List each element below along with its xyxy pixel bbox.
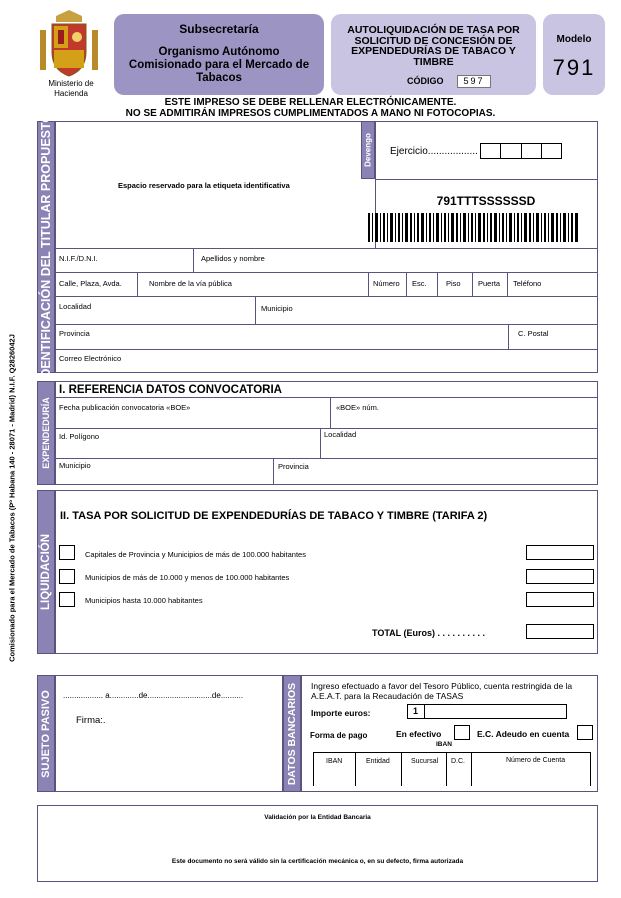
identificacion-side-band: [37, 112, 55, 382]
provincia-label: Provincia: [59, 329, 90, 338]
nif-label: N.I.F./D.N.I.: [59, 254, 98, 263]
ejercicio-input[interactable]: [480, 143, 562, 159]
devengo-label: Devengo: [363, 133, 373, 167]
liquidacion-title: II. TASA POR SOLICITUD DE EXPENDEDURÍAS DE TABACO Y TIMBRE (TARIFA 2): [60, 510, 488, 522]
via-label: Nombre de la vía pública: [149, 279, 232, 288]
codigo-value: 597: [457, 75, 491, 88]
modelo-panel: [543, 14, 605, 95]
efectivo-label: En efectivo: [396, 729, 442, 739]
sujeto-date-line: .................. a.............de.............................de..........: [63, 691, 244, 700]
forma-pago-label: Forma de pago: [310, 731, 368, 740]
tarifa-option-1-label: Capitales de Provincia y Municipios de más de 100.000 habitantes: [85, 550, 306, 559]
organismo-panel: [114, 14, 324, 95]
importe-value: 1: [413, 706, 419, 716]
validacion-title: Validación por la Entidad Bancaria: [264, 814, 371, 821]
tarifa-option-1-checkbox[interactable]: [59, 545, 75, 560]
piso-label: Piso: [446, 279, 461, 288]
municipio-label: Municipio: [261, 304, 293, 313]
col-iban-label: IBAN: [326, 758, 343, 765]
efectivo-checkbox[interactable]: [454, 725, 470, 740]
bancarios-side-band: [283, 675, 301, 792]
col-cuenta-label: Número de Cuenta: [506, 757, 566, 764]
barcode: [368, 213, 578, 242]
total-amount[interactable]: [526, 624, 594, 639]
liquidacion-side-label: LIQUIDACIÓN: [40, 533, 52, 611]
identificacion-side-label: IDENTIFICACIÓN DEL TITULAR PROPUESTO: [39, 112, 53, 382]
validacion-note: Este documento no será válido sin la certificación mecánica o, en su defecto, firma autorizada: [171, 858, 464, 865]
adeudo-label: E.C. Adeudo en cuenta: [477, 729, 570, 739]
importe-label: Importe euros:: [311, 708, 371, 718]
telefono-label: Teléfono: [513, 279, 542, 288]
exp-localidad-label: Localidad: [324, 430, 357, 439]
tarifa-option-2-checkbox[interactable]: [59, 569, 75, 584]
localidad-label: Localidad: [59, 302, 92, 311]
calle-label: Calle, Plaza, Avda.: [59, 279, 122, 288]
barcode-number: 791TTTSSSSSSD: [436, 194, 536, 208]
ejercicio-label: Ejercicio..................: [390, 146, 478, 157]
col-dc-label: D.C.: [451, 758, 465, 765]
notice-line-1: ESTE IMPRESO SE DEBE RELLENAR ELECTRÓNICAMENTE.: [164, 97, 457, 108]
adeudo-checkbox[interactable]: [577, 725, 593, 740]
organismo-title: Organismo Autónomo Comisionado para el Mercado de Tabacos: [128, 46, 310, 84]
iban-caption: IBAN: [436, 741, 452, 748]
expendeduria-side-label: EXPENDEDURÍA: [41, 397, 51, 469]
form-title-panel: [331, 14, 536, 95]
col-entidad-label: Entidad: [366, 758, 390, 765]
codigo-label: CÓDIGO: [407, 76, 444, 86]
sujeto-side-band: [37, 675, 55, 792]
firma-label: Firma:.: [76, 715, 106, 726]
correo-label: Correo Electrónico: [59, 354, 122, 363]
esc-label: Esc.: [412, 279, 427, 288]
expendeduria-side-band: [37, 381, 55, 485]
tarifa-option-1-amount[interactable]: [526, 545, 594, 560]
poligono-label: Id. Polígono: [59, 432, 100, 441]
notice-line-2: NO SE ADMITIRÁN IMPRESOS CUMPLIMENTADOS A MANO NI FOTOCOPIAS.: [125, 108, 496, 119]
ministry-name: Ministerio de Hacienda: [48, 79, 94, 98]
modelo-number: 791: [552, 55, 596, 80]
exp-provincia-label: Provincia: [278, 462, 309, 471]
exp-municipio-label: Municipio: [59, 461, 91, 470]
importe-input[interactable]: [407, 704, 567, 719]
total-label: TOTAL (Euros) . . . . . . . . . .: [372, 628, 486, 638]
sujeto-side-label: SUJETO PASIVO: [40, 689, 52, 778]
subsecretaria-title: Subsecretaría: [179, 22, 259, 36]
label-space-text: Espacio reservado para la etiqueta identificativa: [118, 181, 290, 190]
tarifa-option-2-amount[interactable]: [526, 569, 594, 584]
devengo-band: [361, 121, 375, 179]
cpostal-label: C. Postal: [518, 329, 549, 338]
form-title: AUTOLIQUIDACIÓN DE TASA POR SOLICITUD DE CONCESIÓN DE EXPENDEDURÍAS DE TABACO Y TIMBRE: [347, 24, 520, 68]
tarifa-option-2-label: Municipios de más de 10.000 y menos de 100.000 habitantes: [85, 573, 290, 582]
col-sucursal-label: Sucursal: [411, 758, 439, 765]
tarifa-option-3-checkbox[interactable]: [59, 592, 75, 607]
modelo-label: Modelo: [556, 34, 592, 45]
liquidacion-side-band: [37, 490, 55, 654]
expendeduria-title: I. REFERENCIA DATOS CONVOCATORIA: [59, 384, 282, 396]
numero-label: Número: [373, 279, 400, 288]
fecha-boe-label: Fecha publicación convocatoria «BOE»: [59, 403, 191, 412]
tarifa-option-3-label: Municipios hasta 10.000 habitantes: [85, 596, 203, 605]
coat-of-arms-logo: [38, 8, 100, 84]
apellidos-label: Apellidos y nombre: [201, 254, 265, 263]
tarifa-option-3-amount[interactable]: [526, 592, 594, 607]
puerta-label: Puerta: [478, 279, 501, 288]
bancarios-side-label: DATOS BANCARIOS: [286, 682, 298, 785]
ingreso-text: Ingreso efectuado a favor del Tesoro Público, cuenta restringida de la A.E.A.T. para la Recaudación de TASAS: [311, 681, 573, 701]
boe-num-label: «BOE» núm.: [336, 403, 379, 412]
